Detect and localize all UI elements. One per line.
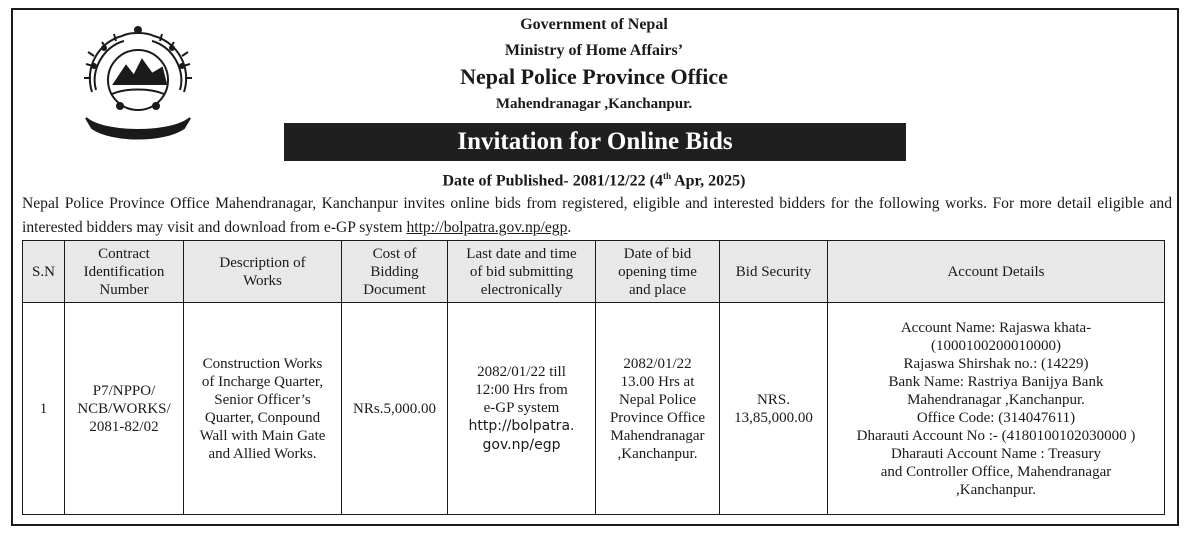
cell-account-details-line: ,Kanchanpur.	[956, 481, 1036, 498]
publish-date	[0, 171, 1188, 190]
header-opening-line: and place	[628, 281, 687, 298]
intro-text: Nepal Police Province Office Mahendranagar, Kanchanpur invites online bids from registered, eligible and interested bidders for the following works. For more detail eligible and interested bidders may visit and download from e-GP system	[22, 195, 1172, 236]
cell-opening-line: 2082/01/22	[623, 355, 692, 372]
cell-sn	[23, 303, 65, 515]
cell-contract-id-line: 2081-82/02	[89, 418, 159, 435]
header-last-date-line: electronically	[480, 281, 563, 298]
cell-account-details-line: and Controller Office, Mahendranagar	[880, 463, 1112, 480]
cell-bid-security-line: 13,85,000.00	[734, 409, 813, 426]
header-last-date	[448, 241, 596, 303]
cell-egp-link-line: gov.np/egp	[482, 436, 561, 453]
header-cost-line: Document	[363, 281, 426, 298]
table-row	[23, 303, 1165, 515]
header-opening-line: opening time	[618, 263, 697, 280]
cell-opening-line: Nepal Police	[618, 391, 697, 408]
cell-contract-id-line: P7/NPPO/	[92, 382, 156, 399]
cell-description-line: Quarter, Conpound	[204, 409, 321, 426]
header-account-details	[828, 241, 1165, 303]
cell-account-details-line: (1000100200010000)	[931, 337, 1061, 354]
header-opening-line: Date of bid	[623, 245, 692, 262]
cell-bid-security	[720, 303, 828, 515]
cell-account-details-line: Mahendranagar ,Kanchanpur.	[907, 391, 1085, 408]
cell-last-date-line: 2082/01/22 till	[477, 363, 566, 380]
cell-description-line: Senior Officer’s	[214, 391, 311, 408]
cell-description-line: Wall with Main Gate	[199, 427, 326, 444]
cell-description-line: Construction Works	[202, 355, 323, 372]
table-header-row	[23, 241, 1165, 303]
cell-account-details-line: Dharauti Account No :- (4180100102030000 )	[856, 427, 1136, 444]
cell-opening-line: 13.00 Hrs at	[620, 373, 695, 390]
bids-table	[22, 240, 1165, 515]
cell-sn-line: 1	[39, 400, 48, 417]
cell-opening	[596, 303, 720, 515]
header-opening	[596, 241, 720, 303]
publish-date-suffix: Apr, 2025)	[670, 172, 746, 190]
header-contract-id-line: Identification	[83, 263, 165, 280]
intro-paragraph	[22, 192, 1172, 240]
cell-description-line: and Allied Works.	[208, 445, 317, 462]
cell-bid-security-line: NRS.	[757, 391, 790, 408]
office-location: Mahendranagar ,Kanchanpur.	[495, 96, 693, 112]
cell-opening-line: Mahendranagar	[610, 427, 705, 444]
header-description-line: Description of	[219, 254, 306, 271]
header-bid-security	[720, 241, 828, 303]
cell-cost-line: NRs.5,000.00	[353, 400, 436, 417]
intro-end: .	[567, 219, 572, 236]
cell-contract-id	[65, 303, 184, 515]
office-title: Nepal Police Province Office	[460, 64, 728, 89]
header-last-date-line: Last date and time	[466, 245, 577, 262]
cell-egp-link-line: http://bolpatra.	[468, 417, 575, 434]
header-contract-id	[65, 241, 184, 303]
header-contract-id-line: Number	[99, 281, 149, 298]
header-description	[184, 241, 342, 303]
header-cost-line: Bidding	[370, 263, 419, 280]
govt-title: Government of Nepal	[520, 16, 668, 33]
cell-account-details	[828, 303, 1165, 515]
cell-egp-link[interactable]	[469, 418, 575, 453]
ministry-title: Ministry of Home Affairs’	[504, 42, 684, 59]
cell-account-details-line: Dharauti Account Name : Treasury	[891, 445, 1101, 462]
header-description-line: Works	[243, 272, 282, 289]
cell-contract-id-line: NCB/WORKS/	[77, 400, 171, 417]
header-account-details-line: Account Details	[947, 263, 1045, 280]
header-last-date-line: of bid submitting	[469, 263, 574, 280]
cell-account-details-line: Bank Name: Rastriya Banijya Bank	[888, 373, 1104, 390]
header-bid-security-line: Bid Security	[735, 263, 812, 280]
header-cost-line: Cost of	[372, 245, 417, 262]
cell-account-details-line: Account Name: Rajaswa khata-	[900, 319, 1092, 336]
header-contract-id-line: Contract	[98, 245, 150, 262]
notice-banner: Invitation for Online Bids	[284, 123, 906, 161]
cell-last-date	[448, 303, 596, 515]
cell-last-date-line: 12:00 Hrs from	[475, 381, 568, 398]
cell-description	[184, 303, 342, 515]
cell-account-details-line: Office Code: (314047611)	[916, 409, 1076, 426]
publish-date-sup: th	[662, 171, 671, 181]
cell-account-details-line: Rajaswa Shirshak no.: (14229)	[903, 355, 1089, 372]
header-cost	[342, 241, 448, 303]
cell-description-line: of Incharge Quarter,	[201, 373, 324, 390]
cell-opening-line: Province Office	[609, 409, 706, 426]
publish-date-prefix: Date of Published- 2081/12/22 (4	[442, 172, 663, 190]
header-sn-line: S.N	[32, 263, 55, 280]
header-sn	[23, 241, 65, 303]
egp-link[interactable]: http://bolpatra.gov.np/egp	[406, 219, 568, 236]
cell-cost	[342, 303, 448, 515]
cell-last-date-line: e-GP system	[483, 399, 560, 416]
cell-opening-line: ,Kanchanpur.	[617, 445, 698, 462]
